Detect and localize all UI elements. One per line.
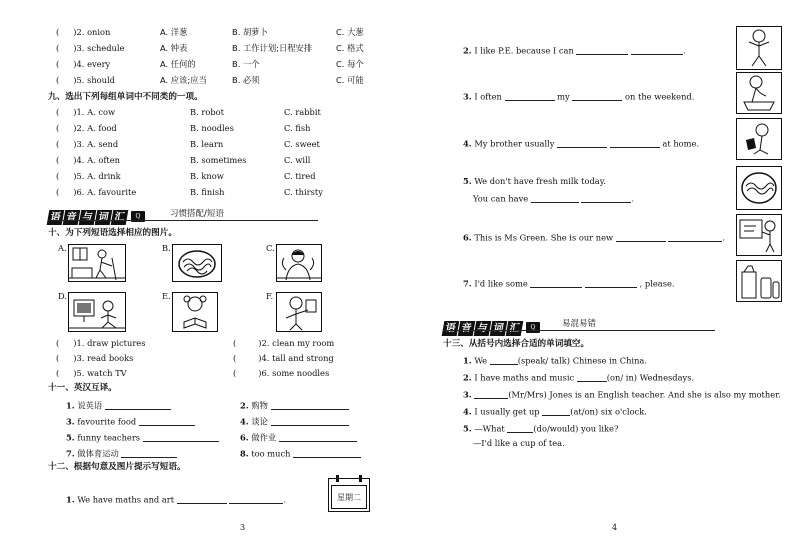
picture-e-read-books [172, 292, 218, 332]
picture-label-e: E. [162, 291, 171, 301]
section8-row: ( )3. schedule [56, 43, 125, 53]
section13-title: 十三、从括号内选择合适的单词填空。 [443, 339, 590, 349]
option-a: A. 洋葱 [160, 27, 188, 37]
section10-row: ( )4. tall and strong [233, 353, 334, 363]
answer-blank[interactable] [581, 193, 631, 203]
option-c: C. 大葱 [336, 27, 364, 37]
picture-read-at-home [736, 118, 782, 160]
answer-blank[interactable] [572, 91, 622, 101]
picture-label-f: F. [266, 291, 274, 301]
answer-blank[interactable] [557, 138, 607, 148]
answer-blank[interactable] [121, 448, 177, 458]
option-c: C. rabbit [284, 107, 321, 117]
section12-title: 十二、根据句意及图片提示写短语。 [48, 462, 186, 472]
answer-blank[interactable] [271, 416, 349, 426]
picture-label-a: A. [58, 243, 67, 253]
section10-row: ( )1. draw pictures [56, 338, 146, 348]
section9-row: ( )1. A. cow [56, 107, 116, 117]
picture-sentence-item: 7. I'd like some , please. [463, 278, 675, 289]
translation-item: 6. 做作业 [240, 432, 357, 442]
answer-blank[interactable] [139, 416, 195, 426]
picture-f-draw-pictures [276, 292, 322, 332]
section12-item: 1. We have maths and art . [66, 494, 287, 505]
translation-item: 2. 购物 [240, 400, 349, 410]
picture-sentence-line2: You can have . [473, 193, 635, 204]
q-badge: Q [526, 322, 540, 333]
answer-blank[interactable] [229, 494, 283, 504]
answer-blank[interactable] [668, 232, 722, 242]
picture-b-noodles [172, 244, 222, 282]
option-b: B. 一个 [232, 59, 260, 69]
option-b: B. sometimes [190, 155, 247, 165]
picture-milk-bottles [736, 260, 782, 302]
fill-word-item: 2. I have maths and music (on/ in) Wednesdays. [463, 372, 695, 383]
translation-item: 8. too much [240, 448, 361, 458]
option-c: C. fish [284, 123, 311, 133]
option-a: A. 任何的 [160, 59, 196, 69]
calendar-label: 星期二 [337, 493, 361, 502]
answer-blank[interactable] [610, 138, 660, 148]
answer-blank[interactable] [507, 423, 533, 433]
option-c: C. 格式 [336, 43, 364, 53]
fill-word-item: 4. I usually get up (at/on) six o'clock. [463, 406, 647, 417]
option-b: B. know [190, 171, 224, 181]
translation-item: 1. 说英语 [66, 400, 171, 410]
answer-blank[interactable] [576, 45, 628, 55]
section11-title: 十一、英汉互译。 [48, 383, 117, 393]
answer-blank[interactable] [143, 432, 219, 442]
picture-label-d: D. [58, 291, 67, 301]
calendar-icon [328, 478, 370, 512]
fill-word-item: 1. We (speak/ talk) Chinese in China. [463, 355, 647, 366]
answer-blank[interactable] [177, 494, 227, 504]
picture-c-strong-man [276, 244, 322, 282]
option-c: C. 每个 [336, 59, 364, 69]
option-c: C. 可能 [336, 75, 364, 85]
option-b: B. finish [190, 187, 225, 197]
translation-item: 3. favourite food [66, 416, 195, 426]
picture-sentence-item: 3. I often my on the weekend. [463, 91, 695, 102]
section9-row: ( )5. A. drink [56, 171, 121, 181]
option-b: B. noodles [190, 123, 234, 133]
option-b: B. 工作计划;日程安排 [232, 43, 313, 53]
section-banner: 语 音 与 词 汇 Q [48, 205, 145, 221]
picture-wash-clothes [736, 72, 782, 114]
answer-blank[interactable] [293, 448, 361, 458]
picture-sentence-item: 2. I like P.E. because I can . [463, 45, 686, 56]
answer-blank[interactable] [585, 278, 637, 288]
translation-item: 4. 谈论 [240, 416, 349, 426]
translation-item: 5. funny teachers [66, 432, 219, 442]
picture-sentence-item: 6. This is Ms Green. She is our new . [463, 232, 726, 243]
banner-underline [48, 220, 318, 221]
picture-play-sport [736, 26, 782, 70]
fill-word-item: 5. —What (do/would) you like? [463, 423, 619, 434]
section10-row: ( )2. clean my room [233, 338, 335, 348]
option-b: B. robot [190, 107, 224, 117]
answer-blank[interactable] [505, 91, 555, 101]
section-banner: 语 音 与 词 汇 Q [443, 316, 540, 332]
banner-label: 习惯搭配/短语 [170, 209, 224, 219]
section9-row: ( )4. A. often [56, 155, 120, 165]
option-c: C. sweet [284, 139, 320, 149]
section10-title: 十、为下列短语选择相应的图片。 [48, 228, 177, 238]
option-c: C. thirsty [284, 187, 323, 197]
section9-title: 九、选出下列每组单词中不同类的一项。 [48, 92, 203, 102]
answer-blank[interactable] [530, 278, 582, 288]
answer-blank[interactable] [105, 400, 171, 410]
section9-row: ( )6. A. favourite [56, 187, 137, 197]
answer-blank[interactable] [490, 355, 518, 365]
picture-label-b: B. [162, 243, 171, 253]
section10-row: ( )5. watch TV [56, 368, 127, 378]
answer-blank[interactable] [631, 45, 683, 55]
q-badge: Q [131, 211, 145, 222]
banner-underline [443, 330, 715, 331]
page-number: 4 [612, 523, 618, 532]
section8-row: ( )4. every [56, 59, 111, 69]
section8-row: ( )2. onion [56, 27, 111, 37]
option-a: A. 应该;应当 [160, 75, 207, 85]
picture-d-watch-tv [68, 292, 126, 332]
picture-teacher-blackboard [736, 214, 782, 256]
fill-word-item: 3. (Mr/Mrs) Jones is an English teacher. And she is also my mother. [463, 389, 781, 400]
option-b: B. 胡萝卜 [232, 27, 268, 37]
option-b: B. 必须 [232, 75, 260, 85]
answer-blank[interactable] [616, 232, 666, 242]
answer-blank[interactable] [271, 400, 349, 410]
answer-blank[interactable] [279, 432, 357, 442]
picture-sentence-item: 5. We don't have fresh milk today. [463, 176, 606, 186]
section10-row: ( )6. some noodles [233, 368, 330, 378]
picture-a-cleaning [68, 244, 126, 282]
answer-blank[interactable] [577, 372, 607, 382]
picture-sentence-item: 4. My brother usually at home. [463, 138, 700, 149]
picture-label-c: C. [266, 243, 275, 253]
fill-word-answer: —I'd like a cup of tea. [473, 438, 565, 448]
page-number: 3 [240, 523, 246, 532]
translation-item: 7. 做体育运动 [66, 448, 177, 458]
section9-row: ( )3. A. send [56, 139, 119, 149]
banner-label: 易混易错 [562, 319, 597, 329]
section8-row: ( )5. should [56, 75, 115, 85]
option-b: B. learn [190, 139, 224, 149]
picture-noodle-bowl [736, 166, 782, 210]
answer-blank[interactable] [531, 193, 579, 203]
option-c: C. will [284, 155, 311, 165]
answer-blank[interactable] [542, 406, 570, 416]
section9-row: ( )2. A. food [56, 123, 117, 133]
option-a: A. 钟表 [160, 43, 188, 53]
section10-row: ( )3. read books [56, 353, 134, 363]
answer-blank[interactable] [474, 389, 508, 399]
option-c: C. tired [284, 171, 316, 181]
